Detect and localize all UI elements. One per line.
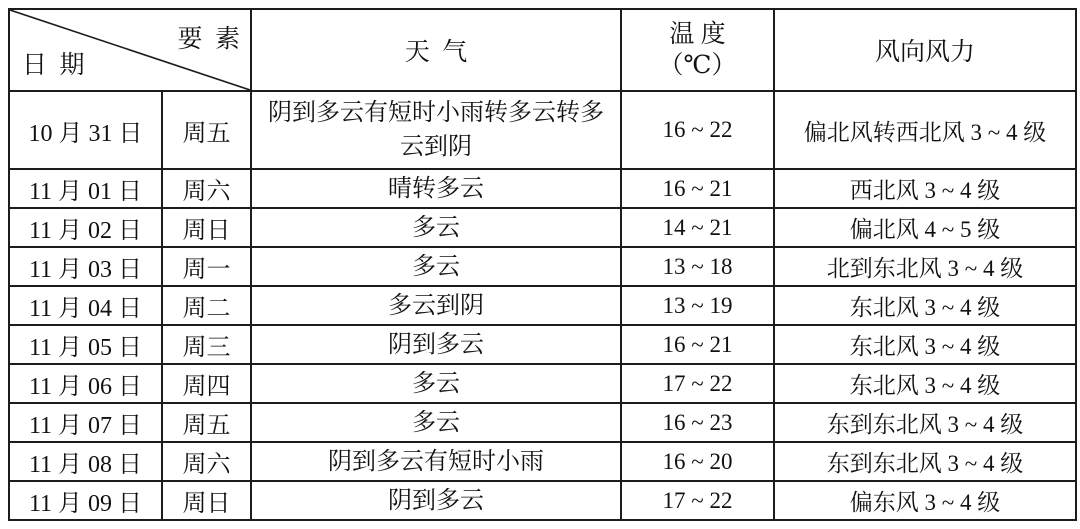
weather-cell: 多云 (251, 403, 621, 442)
header-weather-label: 天 气 (404, 39, 468, 66)
temperature-cell: 16 ~ 21 (621, 169, 774, 208)
header-weather-cell (251, 9, 621, 91)
weather-cell: 阴到多云 (251, 481, 621, 520)
wind-cell: 东北风 3 ~ 4 级 (774, 364, 1076, 403)
date-cell: 11 月 05 日 (9, 325, 162, 364)
weather-cell: 多云到阴 (251, 286, 621, 325)
date-cell: 11 月 06 日 (9, 364, 162, 403)
wind-cell: 西北风 3 ~ 4 级 (774, 169, 1076, 208)
temperature-cell: 16 ~ 20 (621, 442, 774, 481)
temperature-cell: 17 ~ 22 (621, 481, 774, 520)
temperature-cell: 16 ~ 23 (621, 403, 774, 442)
table-row (9, 325, 1076, 364)
weekday-cell: 周二 (162, 286, 251, 325)
header-elements-label: 要 素 (177, 26, 240, 53)
temperature-cell: 16 ~ 21 (621, 325, 774, 364)
table-row (9, 91, 1076, 169)
date-cell: 11 月 01 日 (9, 169, 162, 208)
wind-cell: 东北风 3 ~ 4 级 (774, 286, 1076, 325)
weekday-cell: 周四 (162, 364, 251, 403)
wind-cell: 偏东风 3 ~ 4 级 (774, 481, 1076, 520)
weekday-cell: 周一 (162, 247, 251, 286)
header-corner-cell (9, 9, 251, 91)
date-cell: 11 月 09 日 (9, 481, 162, 520)
table-body (9, 91, 1076, 520)
wind-cell: 北到东北风 3 ~ 4 级 (774, 247, 1076, 286)
wind-cell: 东到东北风 3 ~ 4 级 (774, 442, 1076, 481)
weather-cell: 多云 (251, 247, 621, 286)
table-row (9, 286, 1076, 325)
date-cell: 10 月 31 日 (9, 91, 162, 169)
header-wind-cell (774, 9, 1076, 91)
table-row (9, 481, 1076, 520)
table-row (9, 208, 1076, 247)
wind-cell: 东到东北风 3 ~ 4 级 (774, 403, 1076, 442)
header-temperature-cell (621, 9, 774, 91)
date-cell: 11 月 07 日 (9, 403, 162, 442)
wind-cell: 偏北风 4 ~ 5 级 (774, 208, 1076, 247)
table-row (9, 364, 1076, 403)
weather-forecast-table (8, 8, 1077, 521)
weather-cell: 阴到多云 (251, 325, 621, 364)
weekday-cell: 周五 (162, 91, 251, 169)
weather-cell: 多云 (251, 364, 621, 403)
header-wind-label: 风向风力 (874, 39, 975, 66)
weekday-cell: 周三 (162, 325, 251, 364)
weather-cell: 晴转多云 (251, 169, 621, 208)
temperature-cell: 16 ~ 22 (621, 91, 774, 169)
table-row (9, 169, 1076, 208)
date-cell: 11 月 02 日 (9, 208, 162, 247)
temperature-cell: 17 ~ 22 (621, 364, 774, 403)
header-temperature-label: 温 度 (669, 21, 726, 48)
weather-cell: 多云 (251, 208, 621, 247)
temperature-cell: 14 ~ 21 (621, 208, 774, 247)
weather-cell: 阴到多云有短时小雨 (251, 442, 621, 481)
header-row (9, 9, 1076, 91)
wind-cell: 偏北风转西北风 3 ~ 4 级 (774, 91, 1076, 169)
header-date-label: 日 期 (22, 52, 85, 79)
weekday-cell: 周六 (162, 169, 251, 208)
date-cell: 11 月 08 日 (9, 442, 162, 481)
wind-cell: 东北风 3 ~ 4 级 (774, 325, 1076, 364)
table-header (9, 9, 1076, 91)
weekday-cell: 周六 (162, 442, 251, 481)
temperature-cell: 13 ~ 18 (621, 247, 774, 286)
temperature-cell: 13 ~ 19 (621, 286, 774, 325)
header-temperature-unit: （℃） (658, 52, 737, 79)
weather-cell: 阴到多云有短时小雨转多云转多云到阴 (251, 91, 621, 169)
table-row (9, 442, 1076, 481)
table-row (9, 247, 1076, 286)
date-cell: 11 月 03 日 (9, 247, 162, 286)
weekday-cell: 周五 (162, 403, 251, 442)
date-cell: 11 月 04 日 (9, 286, 162, 325)
table-row (9, 403, 1076, 442)
weekday-cell: 周日 (162, 481, 251, 520)
weekday-cell: 周日 (162, 208, 251, 247)
